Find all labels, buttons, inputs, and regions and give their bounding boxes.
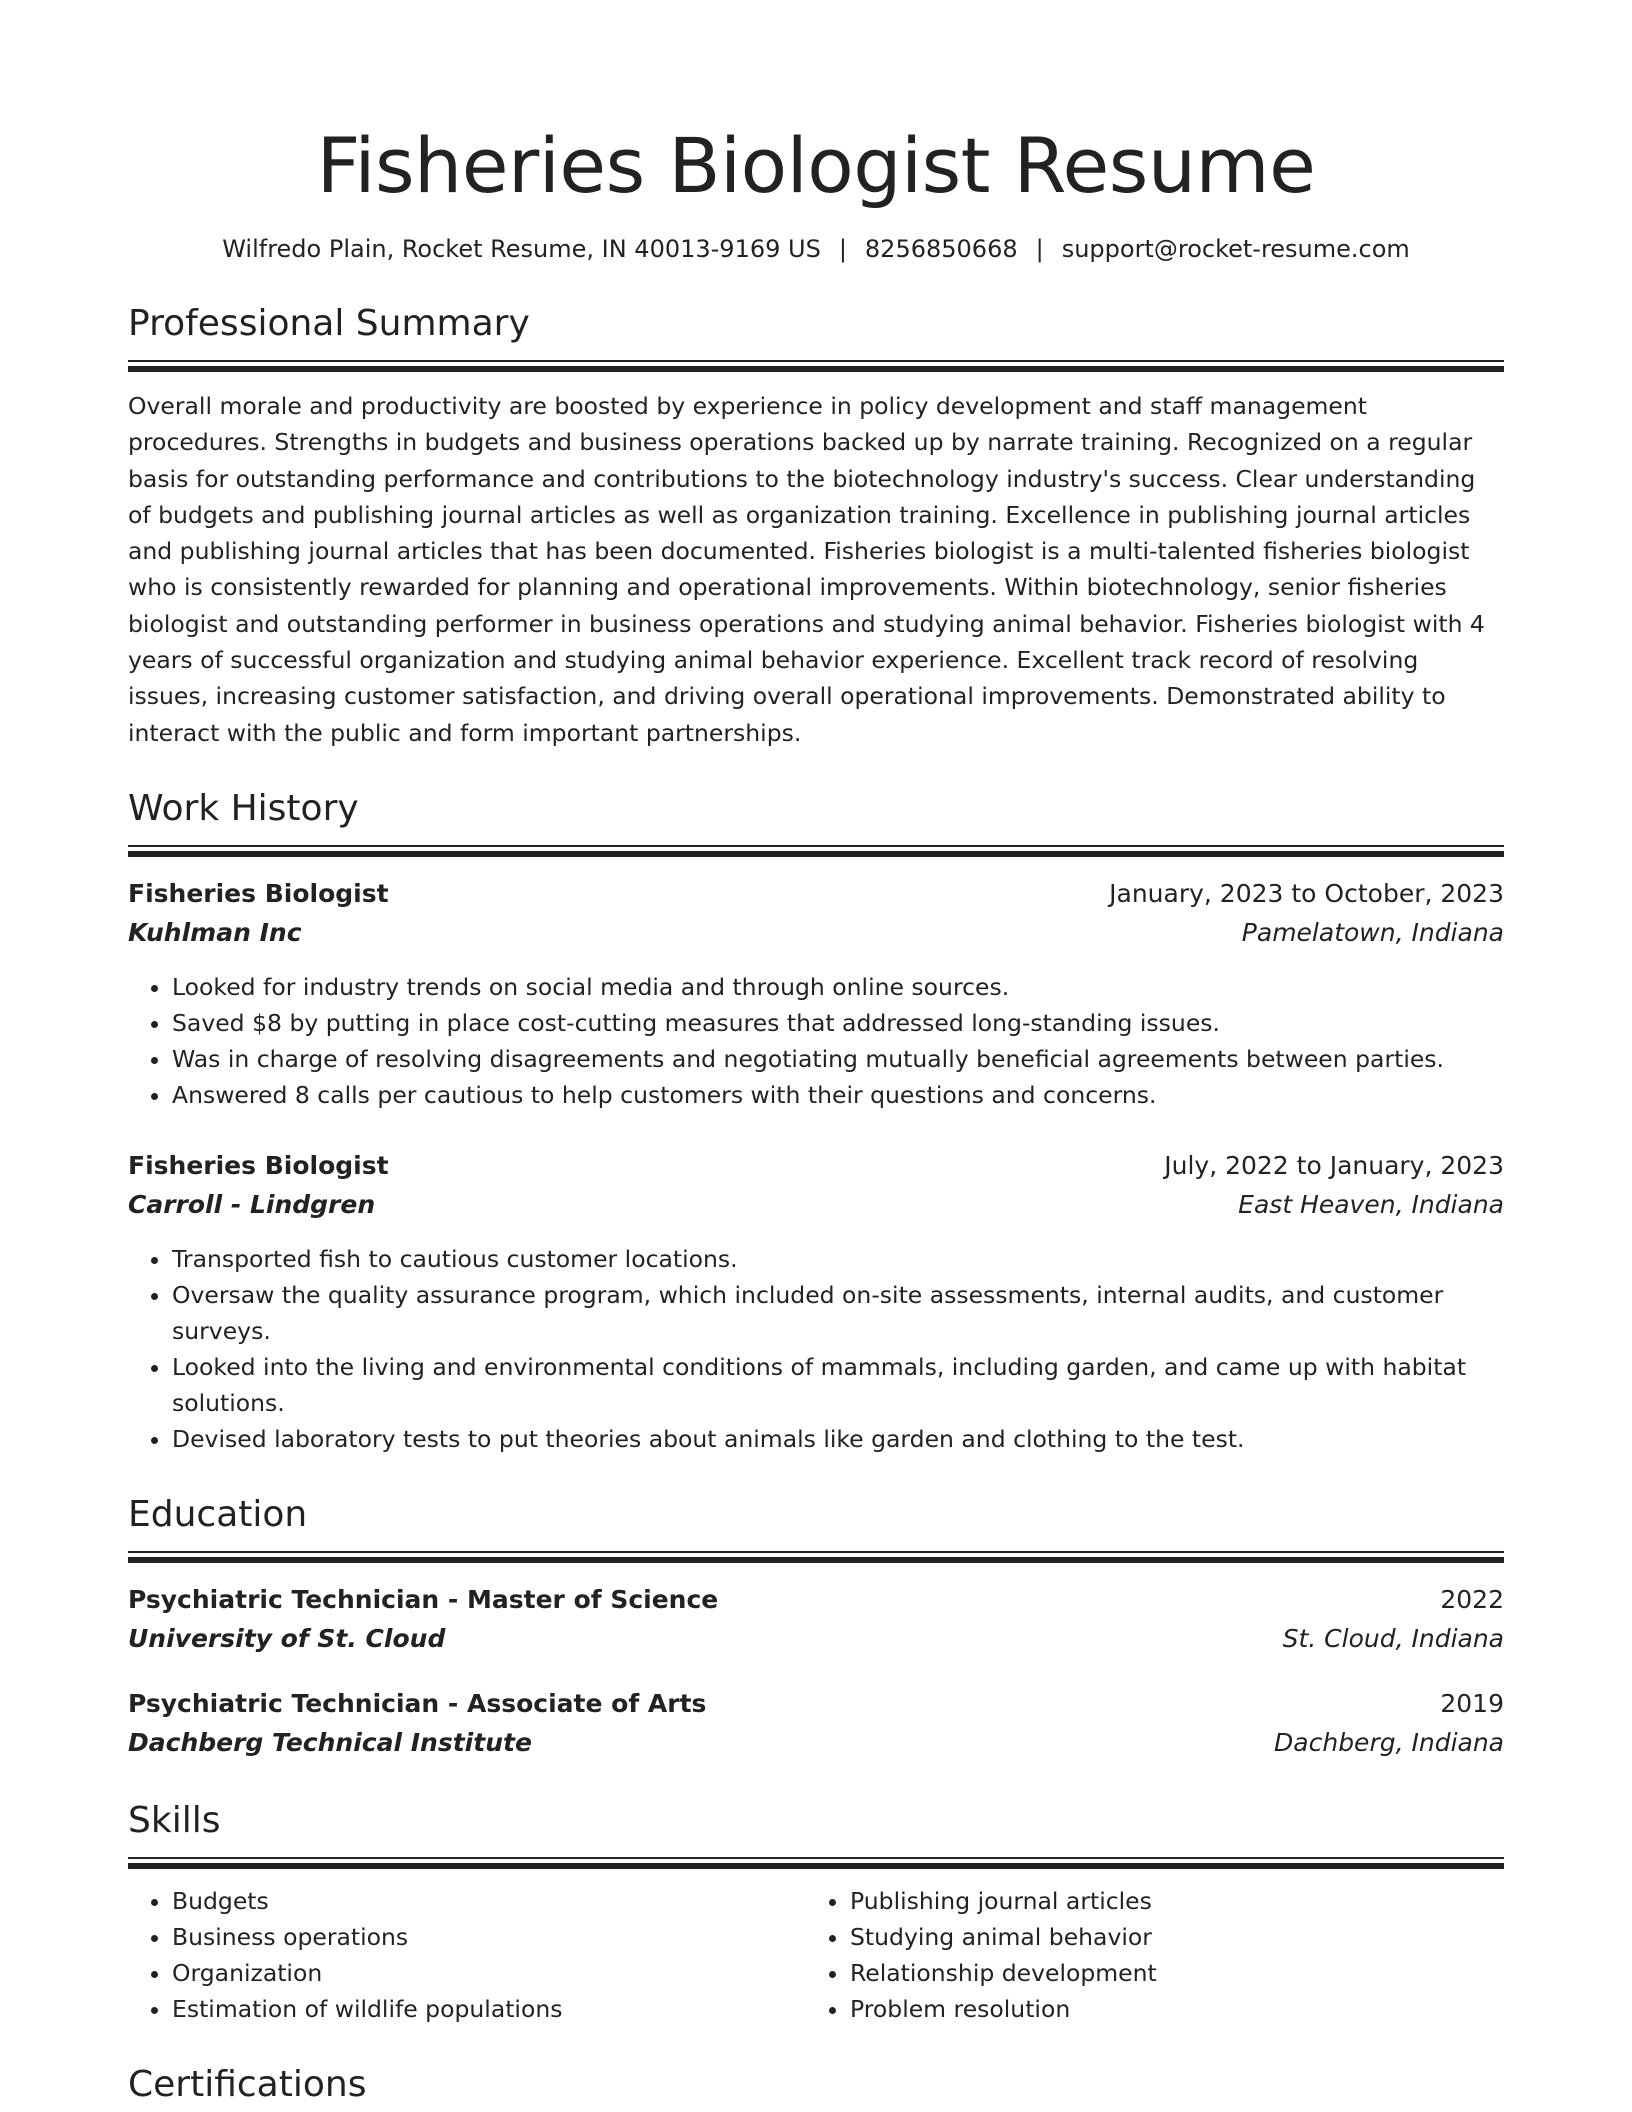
job-location: Pamelatown, Indiana [1241, 917, 1504, 947]
education-school: University of St. Cloud [128, 1623, 446, 1653]
skills-grid [128, 1883, 1504, 2027]
education-entry [128, 1685, 1504, 1763]
section-divider [128, 1857, 1504, 1869]
education-entry [128, 1581, 1504, 1659]
skill-item: • Organization [172, 1955, 806, 1991]
job-bullet: • Was in charge of resolving disagreements and negotiating mutually beneficial agreements between parties. [172, 1041, 1504, 1077]
section-heading: Certifications [128, 2063, 367, 2105]
job-company: Carroll - Lindgren [128, 1189, 376, 1219]
job-bullets [128, 969, 1504, 1113]
job-bullet: • Answered 8 calls per cautious to help customers with their questions and concerns. [172, 1077, 1504, 1113]
job-title: Fisheries Biologist [128, 878, 389, 908]
job-title: Fisheries Biologist [128, 1150, 389, 1180]
skill-item: • Estimation of wildlife populations [172, 1991, 806, 2027]
job-location: East Heaven, Indiana [1238, 1189, 1504, 1219]
job-company: Kuhlman Inc [128, 917, 302, 947]
section-heading: Work History [128, 787, 359, 829]
contact-email: support@rocket-resume.com [1061, 235, 1410, 263]
skills-column-left [128, 1883, 806, 2027]
section-divider [128, 1551, 1504, 1563]
job-bullet: • Looked for industry trends on social media and through online sources. [172, 969, 1504, 1005]
job-entry [128, 1147, 1504, 1457]
section-divider [128, 360, 1504, 372]
education-year: 2022 [1440, 1584, 1504, 1614]
skill-item: • Studying animal behavior [850, 1919, 1484, 1955]
resume-page [128, 118, 1504, 2109]
work-history-section [128, 785, 1504, 1457]
summary-text: Overall morale and productivity are boosted by experience in policy development and staff management procedures. Strengths in budgets and business operations backed up by narrate training. Recognized on a regular basis for outstanding performance and contributions to the biotechnology industry's success. Clear understanding of budgets and publishing journal articles as well as organization training. Excellence in publishing journal articles and publishing journal articles that has been documented. Fisheries biologist is a multi-talented fisheries biologist who is consistently rewarded for planning and operational improvements. Within biotechnology, senior fisheries biologist and outstanding performer in business operations and studying animal behavior. Fisheries biologist with 4 years of successful organization and studying animal behavior experience. Excellent track record of resolving issues, increasing customer satisfaction, and driving overall operational improvements. Demonstrated ability to interact with the public and form important partnerships. [128, 392, 1485, 747]
education-degree: Psychiatric Technician - Associate of Arts [128, 1688, 707, 1718]
skill-item: • Publishing journal articles [850, 1883, 1484, 1919]
job-bullet: • Looked into the living and environmental conditions of mammals, including garden, and came up with habitat solutions. [172, 1349, 1504, 1421]
education-section [128, 1491, 1504, 1763]
job-bullet: • Devised laboratory tests to put theories about animals like garden and clothing to the test. [172, 1421, 1504, 1457]
job-entry [128, 875, 1504, 1113]
certifications-section [128, 2061, 1504, 2109]
contact-separator: | [838, 235, 847, 263]
contact-line [128, 232, 1504, 266]
education-year: 2019 [1440, 1688, 1504, 1718]
job-dates: July, 2022 to January, 2023 [1164, 1150, 1504, 1180]
job-bullet: • Oversaw the quality assurance program, which included on-site assessments, internal audits, and customer surveys. [172, 1277, 1504, 1349]
resume-title: Fisheries Biologist Resume [316, 121, 1316, 210]
skill-item: • Relationship development [850, 1955, 1484, 1991]
contact-separator: | [1035, 235, 1044, 263]
section-heading: Education [128, 1493, 308, 1535]
job-bullets [128, 1241, 1504, 1457]
job-bullet: • Transported fish to cautious customer locations. [172, 1241, 1504, 1277]
skills-column-right [806, 1883, 1484, 2027]
skill-item: • Business operations [172, 1919, 806, 1955]
skills-section [128, 1797, 1504, 2027]
section-divider [128, 845, 1504, 857]
education-location: St. Cloud, Indiana [1282, 1623, 1504, 1653]
job-bullet: • Saved $8 by putting in place cost-cutting measures that addressed long-standing issues. [172, 1005, 1504, 1041]
summary-section [128, 300, 1504, 751]
education-school: Dachberg Technical Institute [128, 1727, 532, 1757]
job-dates: January, 2023 to October, 2023 [1109, 878, 1504, 908]
contact-address: Wilfredo Plain, Rocket Resume, IN 40013-9169 US [222, 235, 821, 263]
section-heading: Professional Summary [128, 303, 530, 344]
education-location: Dachberg, Indiana [1274, 1727, 1504, 1757]
contact-phone: 8256850668 [864, 235, 1018, 263]
education-degree: Psychiatric Technician - Master of Science [128, 1584, 719, 1614]
skill-item: • Problem resolution [850, 1991, 1484, 2027]
skill-item: • Budgets [172, 1883, 806, 1919]
section-heading: Skills [128, 1799, 221, 1841]
